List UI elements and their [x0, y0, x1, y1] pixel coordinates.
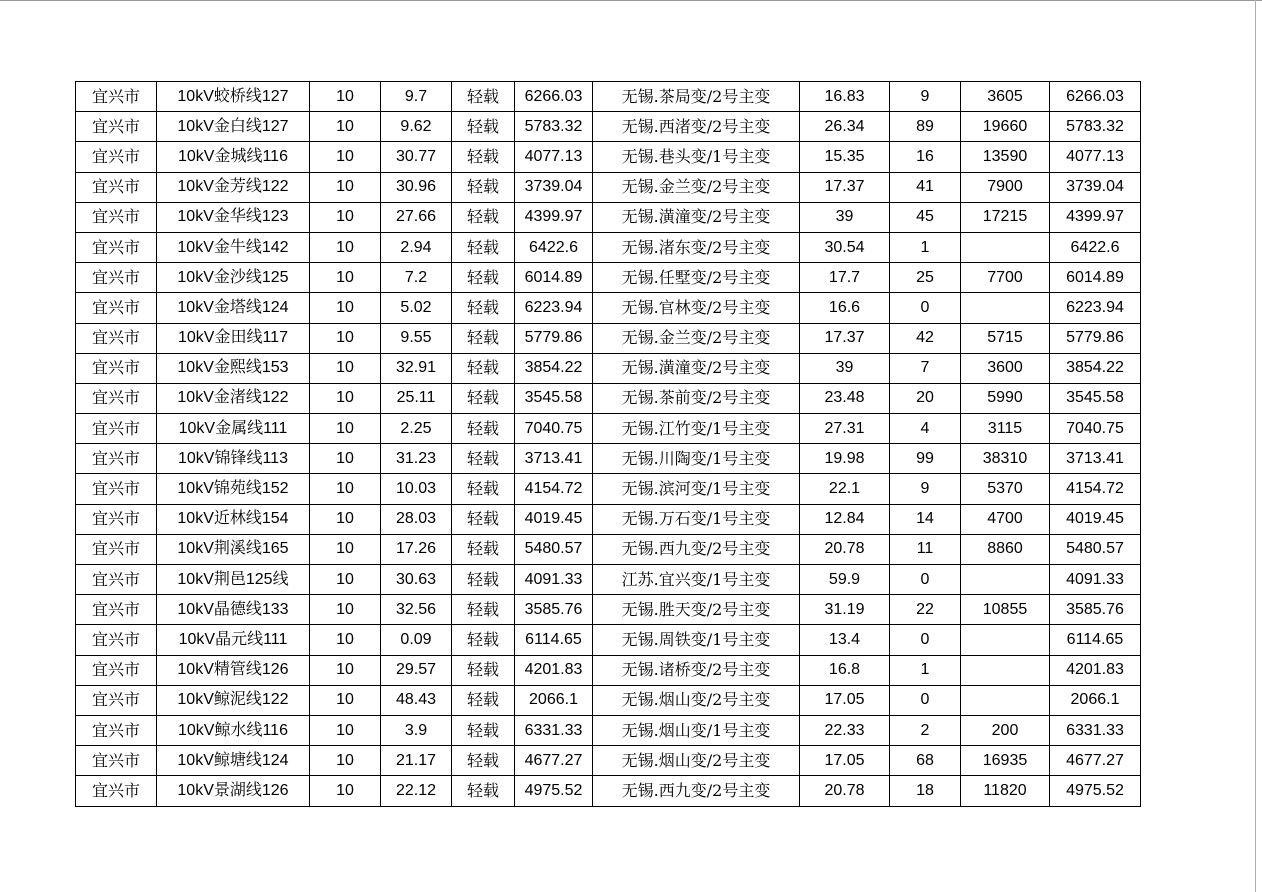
capacity-cell: 7700 — [961, 263, 1050, 293]
transformer-load-rate-cell: 31.19 — [800, 595, 890, 625]
load-rate-cell: 32.91 — [381, 353, 452, 383]
count-cell: 20 — [890, 383, 961, 413]
feeder-name-cell: 10kV金属线111 — [157, 414, 310, 444]
city-cell: 宜兴市 — [76, 685, 157, 715]
voltage-cell: 10 — [310, 323, 381, 353]
capacity-cell: 3115 — [961, 414, 1050, 444]
feeder-name-cell: 10kV金熙线153 — [157, 353, 310, 383]
voltage-cell: 10 — [310, 232, 381, 262]
available-capacity-cell: 4975.52 — [1050, 776, 1141, 806]
spare-capacity-cell: 3854.22 — [515, 353, 593, 383]
spare-capacity-cell: 4201.83 — [515, 655, 593, 685]
load-rate-cell: 30.63 — [381, 565, 452, 595]
city-cell: 宜兴市 — [76, 565, 157, 595]
spare-capacity-cell: 6331.33 — [515, 715, 593, 745]
count-cell: 68 — [890, 746, 961, 776]
capacity-cell — [961, 625, 1050, 655]
voltage-cell: 10 — [310, 414, 381, 444]
load-status-cell: 轻载 — [452, 142, 515, 172]
voltage-cell: 10 — [310, 112, 381, 142]
spare-capacity-cell: 5480.57 — [515, 534, 593, 564]
transformer-cell: 无锡.潢潼变/2号主变 — [593, 202, 800, 232]
load-rate-cell: 25.11 — [381, 383, 452, 413]
load-rate-cell: 2.25 — [381, 414, 452, 444]
voltage-cell: 10 — [310, 383, 381, 413]
table-row — [76, 534, 1141, 564]
spare-capacity-cell: 6014.89 — [515, 263, 593, 293]
load-status-cell: 轻载 — [452, 444, 515, 474]
table-row — [76, 383, 1141, 413]
feeder-load-table — [75, 81, 1141, 807]
table-row — [76, 565, 1141, 595]
spare-capacity-cell: 4399.97 — [515, 202, 593, 232]
transformer-load-rate-cell: 39 — [800, 202, 890, 232]
load-status-cell: 轻载 — [452, 82, 515, 112]
voltage-cell: 10 — [310, 595, 381, 625]
transformer-cell: 无锡.官林变/2号主变 — [593, 293, 800, 323]
capacity-cell — [961, 232, 1050, 262]
available-capacity-cell: 4091.33 — [1050, 565, 1141, 595]
transformer-load-rate-cell: 26.34 — [800, 112, 890, 142]
transformer-cell: 无锡.烟山变/2号主变 — [593, 746, 800, 776]
transformer-cell: 无锡.西九变/2号主变 — [593, 534, 800, 564]
transformer-load-rate-cell: 16.8 — [800, 655, 890, 685]
city-cell: 宜兴市 — [76, 232, 157, 262]
available-capacity-cell: 6422.6 — [1050, 232, 1141, 262]
city-cell: 宜兴市 — [76, 655, 157, 685]
transformer-load-rate-cell: 27.31 — [800, 414, 890, 444]
city-cell: 宜兴市 — [76, 474, 157, 504]
transformer-cell: 无锡.周铁变/1号主变 — [593, 625, 800, 655]
capacity-cell: 3600 — [961, 353, 1050, 383]
load-status-cell: 轻载 — [452, 685, 515, 715]
voltage-cell: 10 — [310, 353, 381, 383]
load-rate-cell: 2.94 — [381, 232, 452, 262]
available-capacity-cell: 4399.97 — [1050, 202, 1141, 232]
count-cell: 89 — [890, 112, 961, 142]
available-capacity-cell: 4201.83 — [1050, 655, 1141, 685]
count-cell: 11 — [890, 534, 961, 564]
load-rate-cell: 31.23 — [381, 444, 452, 474]
spare-capacity-cell: 2066.1 — [515, 685, 593, 715]
load-rate-cell: 10.03 — [381, 474, 452, 504]
spare-capacity-cell: 4975.52 — [515, 776, 593, 806]
transformer-cell: 无锡.潢潼变/2号主变 — [593, 353, 800, 383]
transformer-load-rate-cell: 23.48 — [800, 383, 890, 413]
spare-capacity-cell: 5779.86 — [515, 323, 593, 353]
capacity-cell: 10855 — [961, 595, 1050, 625]
count-cell: 0 — [890, 625, 961, 655]
city-cell: 宜兴市 — [76, 323, 157, 353]
load-status-cell: 轻载 — [452, 353, 515, 383]
table-row — [76, 504, 1141, 534]
spare-capacity-cell: 4019.45 — [515, 504, 593, 534]
available-capacity-cell: 6114.65 — [1050, 625, 1141, 655]
table-row — [76, 625, 1141, 655]
voltage-cell: 10 — [310, 504, 381, 534]
feeder-name-cell: 10kV晶元线111 — [157, 625, 310, 655]
city-cell: 宜兴市 — [76, 746, 157, 776]
transformer-load-rate-cell: 17.37 — [800, 323, 890, 353]
available-capacity-cell: 5480.57 — [1050, 534, 1141, 564]
load-rate-cell: 9.7 — [381, 82, 452, 112]
load-status-cell: 轻载 — [452, 172, 515, 202]
transformer-cell: 无锡.茶局变/2号主变 — [593, 82, 800, 112]
feeder-name-cell: 10kV金白线127 — [157, 112, 310, 142]
table-row — [76, 112, 1141, 142]
count-cell: 42 — [890, 323, 961, 353]
available-capacity-cell: 4077.13 — [1050, 142, 1141, 172]
load-rate-cell: 22.12 — [381, 776, 452, 806]
load-status-cell: 轻载 — [452, 776, 515, 806]
feeder-name-cell: 10kV精管线126 — [157, 655, 310, 685]
load-status-cell: 轻载 — [452, 504, 515, 534]
available-capacity-cell: 6266.03 — [1050, 82, 1141, 112]
city-cell: 宜兴市 — [76, 444, 157, 474]
load-status-cell: 轻载 — [452, 263, 515, 293]
capacity-cell: 16935 — [961, 746, 1050, 776]
capacity-cell: 11820 — [961, 776, 1050, 806]
spare-capacity-cell: 4677.27 — [515, 746, 593, 776]
transformer-load-rate-cell: 59.9 — [800, 565, 890, 595]
transformer-load-rate-cell: 17.05 — [800, 685, 890, 715]
voltage-cell: 10 — [310, 776, 381, 806]
available-capacity-cell: 5783.32 — [1050, 112, 1141, 142]
load-rate-cell: 3.9 — [381, 715, 452, 745]
count-cell: 0 — [890, 293, 961, 323]
transformer-load-rate-cell: 16.6 — [800, 293, 890, 323]
load-rate-cell: 0.09 — [381, 625, 452, 655]
city-cell: 宜兴市 — [76, 172, 157, 202]
available-capacity-cell: 4154.72 — [1050, 474, 1141, 504]
transformer-cell: 无锡.任墅变/2号主变 — [593, 263, 800, 293]
voltage-cell: 10 — [310, 534, 381, 564]
voltage-cell: 10 — [310, 142, 381, 172]
feeder-name-cell: 10kV鲸泥线122 — [157, 685, 310, 715]
table-row — [76, 232, 1141, 262]
transformer-load-rate-cell: 17.05 — [800, 746, 890, 776]
table-row — [76, 202, 1141, 232]
load-rate-cell: 32.56 — [381, 595, 452, 625]
capacity-cell: 5370 — [961, 474, 1050, 504]
city-cell: 宜兴市 — [76, 715, 157, 745]
available-capacity-cell: 3713.41 — [1050, 444, 1141, 474]
feeder-name-cell: 10kV鲸水线116 — [157, 715, 310, 745]
count-cell: 1 — [890, 232, 961, 262]
load-status-cell: 轻载 — [452, 293, 515, 323]
load-rate-cell: 9.62 — [381, 112, 452, 142]
count-cell: 7 — [890, 353, 961, 383]
available-capacity-cell: 3545.58 — [1050, 383, 1141, 413]
spare-capacity-cell: 6422.6 — [515, 232, 593, 262]
city-cell: 宜兴市 — [76, 383, 157, 413]
transformer-load-rate-cell: 19.98 — [800, 444, 890, 474]
available-capacity-cell: 4677.27 — [1050, 746, 1141, 776]
city-cell: 宜兴市 — [76, 263, 157, 293]
city-cell: 宜兴市 — [76, 202, 157, 232]
transformer-cell: 无锡.金兰变/2号主变 — [593, 172, 800, 202]
feeder-name-cell: 10kV金沙线125 — [157, 263, 310, 293]
city-cell: 宜兴市 — [76, 353, 157, 383]
city-cell: 宜兴市 — [76, 293, 157, 323]
load-status-cell: 轻载 — [452, 414, 515, 444]
capacity-cell: 7900 — [961, 172, 1050, 202]
feeder-name-cell: 10kV晶德线133 — [157, 595, 310, 625]
feeder-name-cell: 10kV金渚线122 — [157, 383, 310, 413]
load-rate-cell: 5.02 — [381, 293, 452, 323]
count-cell: 22 — [890, 595, 961, 625]
voltage-cell: 10 — [310, 565, 381, 595]
count-cell: 18 — [890, 776, 961, 806]
feeder-name-cell: 10kV蛟桥线127 — [157, 82, 310, 112]
available-capacity-cell: 3739.04 — [1050, 172, 1141, 202]
count-cell: 0 — [890, 565, 961, 595]
voltage-cell: 10 — [310, 82, 381, 112]
load-rate-cell: 17.26 — [381, 534, 452, 564]
transformer-cell: 无锡.江竹变/1号主变 — [593, 414, 800, 444]
transformer-cell: 无锡.西渚变/2号主变 — [593, 112, 800, 142]
voltage-cell: 10 — [310, 293, 381, 323]
spare-capacity-cell: 4091.33 — [515, 565, 593, 595]
table-row — [76, 353, 1141, 383]
transformer-cell: 无锡.滨河变/1号主变 — [593, 474, 800, 504]
voltage-cell: 10 — [310, 685, 381, 715]
capacity-cell — [961, 655, 1050, 685]
transformer-load-rate-cell: 20.78 — [800, 534, 890, 564]
capacity-cell: 3605 — [961, 82, 1050, 112]
load-rate-cell: 9.55 — [381, 323, 452, 353]
load-status-cell: 轻载 — [452, 655, 515, 685]
count-cell: 9 — [890, 82, 961, 112]
feeder-name-cell: 10kV金华线123 — [157, 202, 310, 232]
transformer-load-rate-cell: 22.33 — [800, 715, 890, 745]
capacity-cell: 8860 — [961, 534, 1050, 564]
voltage-cell: 10 — [310, 202, 381, 232]
spare-capacity-cell: 7040.75 — [515, 414, 593, 444]
count-cell: 25 — [890, 263, 961, 293]
available-capacity-cell: 5779.86 — [1050, 323, 1141, 353]
table-row — [76, 685, 1141, 715]
transformer-load-rate-cell: 17.37 — [800, 172, 890, 202]
feeder-name-cell: 10kV荆溪线165 — [157, 534, 310, 564]
load-status-cell: 轻载 — [452, 202, 515, 232]
transformer-load-rate-cell: 16.83 — [800, 82, 890, 112]
load-status-cell: 轻载 — [452, 474, 515, 504]
table-row — [76, 323, 1141, 353]
load-rate-cell: 28.03 — [381, 504, 452, 534]
available-capacity-cell: 2066.1 — [1050, 685, 1141, 715]
table-row — [76, 776, 1141, 806]
feeder-name-cell: 10kV金田线117 — [157, 323, 310, 353]
load-rate-cell: 27.66 — [381, 202, 452, 232]
spare-capacity-cell: 5783.32 — [515, 112, 593, 142]
table-row — [76, 142, 1141, 172]
spare-capacity-cell: 3545.58 — [515, 383, 593, 413]
transformer-cell: 无锡.烟山变/1号主变 — [593, 715, 800, 745]
load-status-cell: 轻载 — [452, 565, 515, 595]
transformer-cell: 无锡.诸桥变/2号主变 — [593, 655, 800, 685]
city-cell: 宜兴市 — [76, 414, 157, 444]
capacity-cell — [961, 293, 1050, 323]
feeder-name-cell: 10kV金塔线124 — [157, 293, 310, 323]
voltage-cell: 10 — [310, 625, 381, 655]
table-body — [76, 82, 1141, 807]
page-right-border — [1255, 0, 1256, 892]
voltage-cell: 10 — [310, 715, 381, 745]
transformer-cell: 无锡.烟山变/2号主变 — [593, 685, 800, 715]
capacity-cell: 13590 — [961, 142, 1050, 172]
table-row — [76, 746, 1141, 776]
count-cell: 45 — [890, 202, 961, 232]
capacity-cell: 5990 — [961, 383, 1050, 413]
voltage-cell: 10 — [310, 263, 381, 293]
feeder-name-cell: 10kV景湖线126 — [157, 776, 310, 806]
load-rate-cell: 7.2 — [381, 263, 452, 293]
spare-capacity-cell: 6114.65 — [515, 625, 593, 655]
capacity-cell: 17215 — [961, 202, 1050, 232]
table-row — [76, 715, 1141, 745]
table-row — [76, 414, 1141, 444]
city-cell: 宜兴市 — [76, 82, 157, 112]
load-status-cell: 轻载 — [452, 112, 515, 142]
page-top-border — [0, 0, 1262, 1]
load-rate-cell: 21.17 — [381, 746, 452, 776]
available-capacity-cell: 3585.76 — [1050, 595, 1141, 625]
transformer-load-rate-cell: 17.7 — [800, 263, 890, 293]
city-cell: 宜兴市 — [76, 504, 157, 534]
voltage-cell: 10 — [310, 444, 381, 474]
feeder-name-cell: 10kV锦苑线152 — [157, 474, 310, 504]
voltage-cell: 10 — [310, 172, 381, 202]
spare-capacity-cell: 6223.94 — [515, 293, 593, 323]
capacity-cell: 4700 — [961, 504, 1050, 534]
load-status-cell: 轻载 — [452, 534, 515, 564]
load-status-cell: 轻载 — [452, 383, 515, 413]
load-status-cell: 轻载 — [452, 746, 515, 776]
table-row — [76, 474, 1141, 504]
voltage-cell: 10 — [310, 655, 381, 685]
table-row — [76, 595, 1141, 625]
load-rate-cell: 30.77 — [381, 142, 452, 172]
load-status-cell: 轻载 — [452, 323, 515, 353]
load-status-cell: 轻载 — [452, 715, 515, 745]
count-cell: 9 — [890, 474, 961, 504]
available-capacity-cell: 6014.89 — [1050, 263, 1141, 293]
available-capacity-cell: 6223.94 — [1050, 293, 1141, 323]
voltage-cell: 10 — [310, 474, 381, 504]
city-cell: 宜兴市 — [76, 595, 157, 625]
transformer-load-rate-cell: 12.84 — [800, 504, 890, 534]
count-cell: 4 — [890, 414, 961, 444]
transformer-cell: 无锡.万石变/1号主变 — [593, 504, 800, 534]
capacity-cell: 200 — [961, 715, 1050, 745]
count-cell: 1 — [890, 655, 961, 685]
table-row — [76, 263, 1141, 293]
table-row — [76, 82, 1141, 112]
spare-capacity-cell: 4154.72 — [515, 474, 593, 504]
spare-capacity-cell: 4077.13 — [515, 142, 593, 172]
city-cell: 宜兴市 — [76, 112, 157, 142]
spare-capacity-cell: 3739.04 — [515, 172, 593, 202]
capacity-cell: 5715 — [961, 323, 1050, 353]
load-rate-cell: 48.43 — [381, 685, 452, 715]
spare-capacity-cell: 3713.41 — [515, 444, 593, 474]
available-capacity-cell: 6331.33 — [1050, 715, 1141, 745]
count-cell: 14 — [890, 504, 961, 534]
capacity-cell — [961, 565, 1050, 595]
city-cell: 宜兴市 — [76, 776, 157, 806]
available-capacity-cell: 3854.22 — [1050, 353, 1141, 383]
count-cell: 0 — [890, 685, 961, 715]
feeder-name-cell: 10kV金城线116 — [157, 142, 310, 172]
feeder-name-cell: 10kV锦锋线113 — [157, 444, 310, 474]
table-row — [76, 172, 1141, 202]
spare-capacity-cell: 3585.76 — [515, 595, 593, 625]
load-status-cell: 轻载 — [452, 625, 515, 655]
spare-capacity-cell: 6266.03 — [515, 82, 593, 112]
transformer-load-rate-cell: 22.1 — [800, 474, 890, 504]
load-rate-cell: 30.96 — [381, 172, 452, 202]
transformer-load-rate-cell: 30.54 — [800, 232, 890, 262]
transformer-load-rate-cell: 39 — [800, 353, 890, 383]
table-row — [76, 444, 1141, 474]
transformer-cell: 无锡.巷头变/1号主变 — [593, 142, 800, 172]
feeder-name-cell: 10kV鲸塘线124 — [157, 746, 310, 776]
transformer-cell: 无锡.金兰变/2号主变 — [593, 323, 800, 353]
feeder-name-cell: 10kV近林线154 — [157, 504, 310, 534]
load-status-cell: 轻载 — [452, 232, 515, 262]
count-cell: 2 — [890, 715, 961, 745]
load-rate-cell: 29.57 — [381, 655, 452, 685]
transformer-cell: 无锡.川陶变/1号主变 — [593, 444, 800, 474]
capacity-cell — [961, 685, 1050, 715]
feeder-name-cell: 10kV金牛线142 — [157, 232, 310, 262]
transformer-cell: 无锡.渚东变/2号主变 — [593, 232, 800, 262]
voltage-cell: 10 — [310, 746, 381, 776]
transformer-cell: 江苏.宜兴变/1号主变 — [593, 565, 800, 595]
city-cell: 宜兴市 — [76, 142, 157, 172]
transformer-load-rate-cell: 20.78 — [800, 776, 890, 806]
transformer-load-rate-cell: 15.35 — [800, 142, 890, 172]
load-status-cell: 轻载 — [452, 595, 515, 625]
available-capacity-cell: 4019.45 — [1050, 504, 1141, 534]
transformer-cell: 无锡.西九变/2号主变 — [593, 776, 800, 806]
capacity-cell: 19660 — [961, 112, 1050, 142]
count-cell: 41 — [890, 172, 961, 202]
table-row — [76, 293, 1141, 323]
transformer-load-rate-cell: 13.4 — [800, 625, 890, 655]
available-capacity-cell: 7040.75 — [1050, 414, 1141, 444]
count-cell: 16 — [890, 142, 961, 172]
transformer-cell: 无锡.胜天变/2号主变 — [593, 595, 800, 625]
count-cell: 99 — [890, 444, 961, 474]
city-cell: 宜兴市 — [76, 625, 157, 655]
city-cell: 宜兴市 — [76, 534, 157, 564]
feeder-name-cell: 10kV荆邑125线 — [157, 565, 310, 595]
transformer-cell: 无锡.茶前变/2号主变 — [593, 383, 800, 413]
capacity-cell: 38310 — [961, 444, 1050, 474]
feeder-name-cell: 10kV金芳线122 — [157, 172, 310, 202]
table-row — [76, 655, 1141, 685]
